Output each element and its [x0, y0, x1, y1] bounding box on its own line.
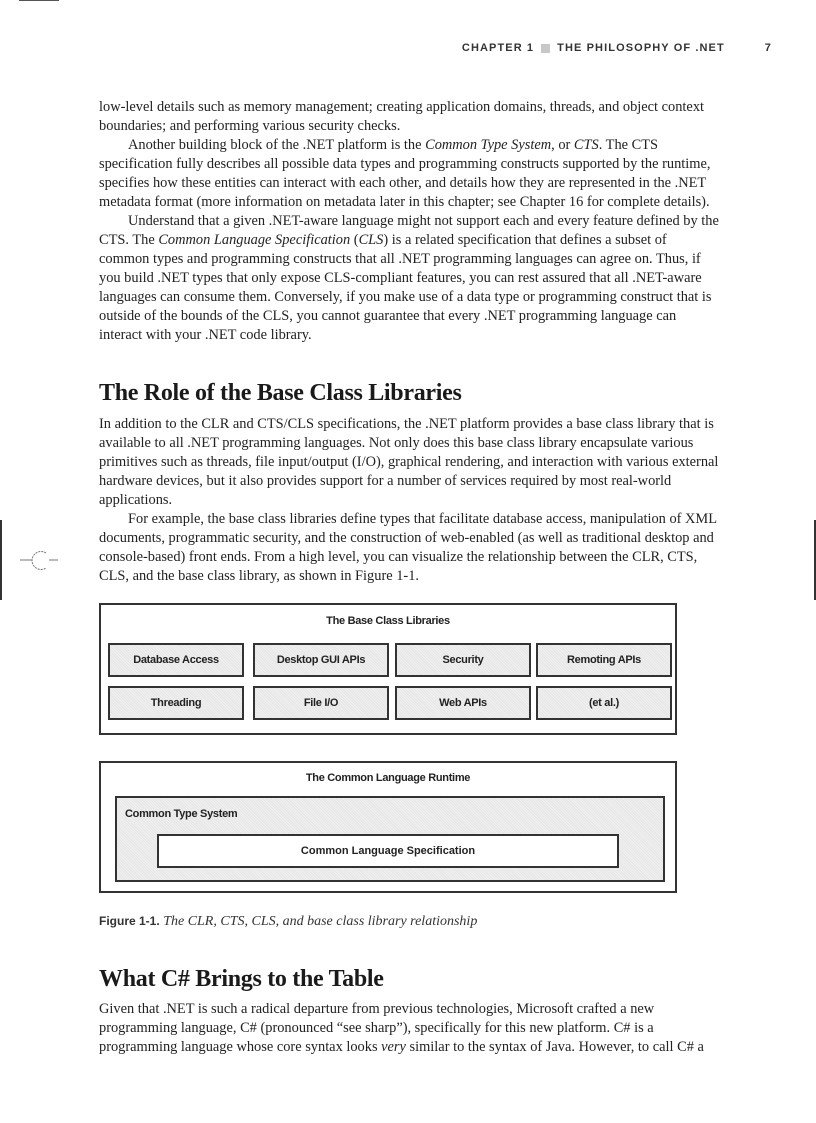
section-2-text — [99, 415, 719, 586]
cls-box: Common Language Specification — [157, 834, 619, 868]
cts-box — [115, 796, 665, 882]
figure-caption — [99, 914, 477, 930]
paragraph: low-level details such as memory management; creating application domains, threads, and object context boundaries; and performing various security checks. — [99, 99, 705, 134]
running-header — [462, 42, 772, 54]
paragraph: In addition to the CLR and CTS/CLS specifications, the .NET platform provides a base class library that is available to all .NET programming languages. Not only does this base class library encapsulate various primitives such as threads, file input/output (I/O), graphical rendering, and interaction with various external hardware devices, but it also provides support for a number of services required by most real-world applications. — [99, 416, 719, 508]
registration-mark-icon — [18, 548, 62, 578]
paragraph-cts: Another building block of the .NET platform is the Common Type System, or CTS. The CTS specification fully describes all possible data types and programming constructs supported by the runtime, specifies how these entities can interact with each other, and details how they are represented in the .NET metadata format (more information on metadata later in this chapter; see Chapter 16 for complete details). — [99, 137, 711, 210]
bcl-item: Web APIs — [395, 686, 531, 720]
bcl-item: File I/O — [253, 686, 389, 720]
caption-text: The CLR, CTS, CLS, and base class library relationship — [163, 914, 478, 929]
clr-title: The Common Language Runtime — [305, 772, 471, 784]
chapter-label: CHAPTER 1 — [461, 42, 535, 54]
caption-label: Figure 1-1. — [99, 914, 160, 928]
clr-diagram — [99, 761, 677, 893]
bcl-item: Database Access — [108, 643, 244, 677]
bcl-item: Remoting APIs — [536, 643, 672, 677]
paragraph: For example, the base class libraries define types that facilitate database access, manipulation of XML documents, programmatic security, and the construction of web-enabled (as well as traditional desktop and console-based) front ends. From a high level, you can visualize the relationship between the CLR, CTS, CLS, and the base class library, as shown in Figure 1-1. — [99, 511, 717, 584]
bcl-item: (et al.) — [536, 686, 672, 720]
cts-label: Common Type System — [125, 808, 238, 820]
top-rule — [19, 0, 59, 1]
section-1-text — [99, 98, 719, 345]
bcl-item: Desktop GUI APIs — [253, 643, 389, 677]
bcl-item: Threading — [108, 686, 244, 720]
paragraph-cls: Understand that a given .NET-aware language might not support each and every feature defined by the CTS. The Common Language Specification (CLS) is a related specification that defines a subset of common types and programming constructs that all .NET programming languages can agree on. Thus, if you build .NET types that only expose CLS-compliant features, you can rest assured that all .NET-aware languages can consume them. Conversely, if you make use of a data type or programming construct that is outside of the bounds of the CLS, you cannot guarantee that every .NET programming language can interact with your .NET code library. — [99, 213, 719, 343]
bcl-title: The Base Class Libraries — [326, 615, 450, 627]
heading-base-class-libraries: The Role of the Base Class Libraries — [99, 380, 462, 406]
bcl-item: Security — [395, 643, 531, 677]
chapter-title: THE PHILOSOPHY OF .NET — [557, 42, 725, 54]
crop-mark-left — [0, 520, 2, 600]
heading-what-csharp-brings: What C# Brings to the Table — [99, 966, 384, 992]
section-3-text — [99, 1000, 719, 1057]
separator-square-icon — [541, 44, 550, 53]
bcl-diagram — [99, 603, 677, 735]
page-number: 7 — [764, 42, 772, 54]
paragraph: Given that .NET is such a radical departure from previous technologies, Microsoft crafted a new programming language, C# (pronounced “see sharp”), specifically for this new platform. C# is a programming language whose core syntax looks very similar to the syntax of Java. However, to call C# a — [99, 1001, 704, 1055]
